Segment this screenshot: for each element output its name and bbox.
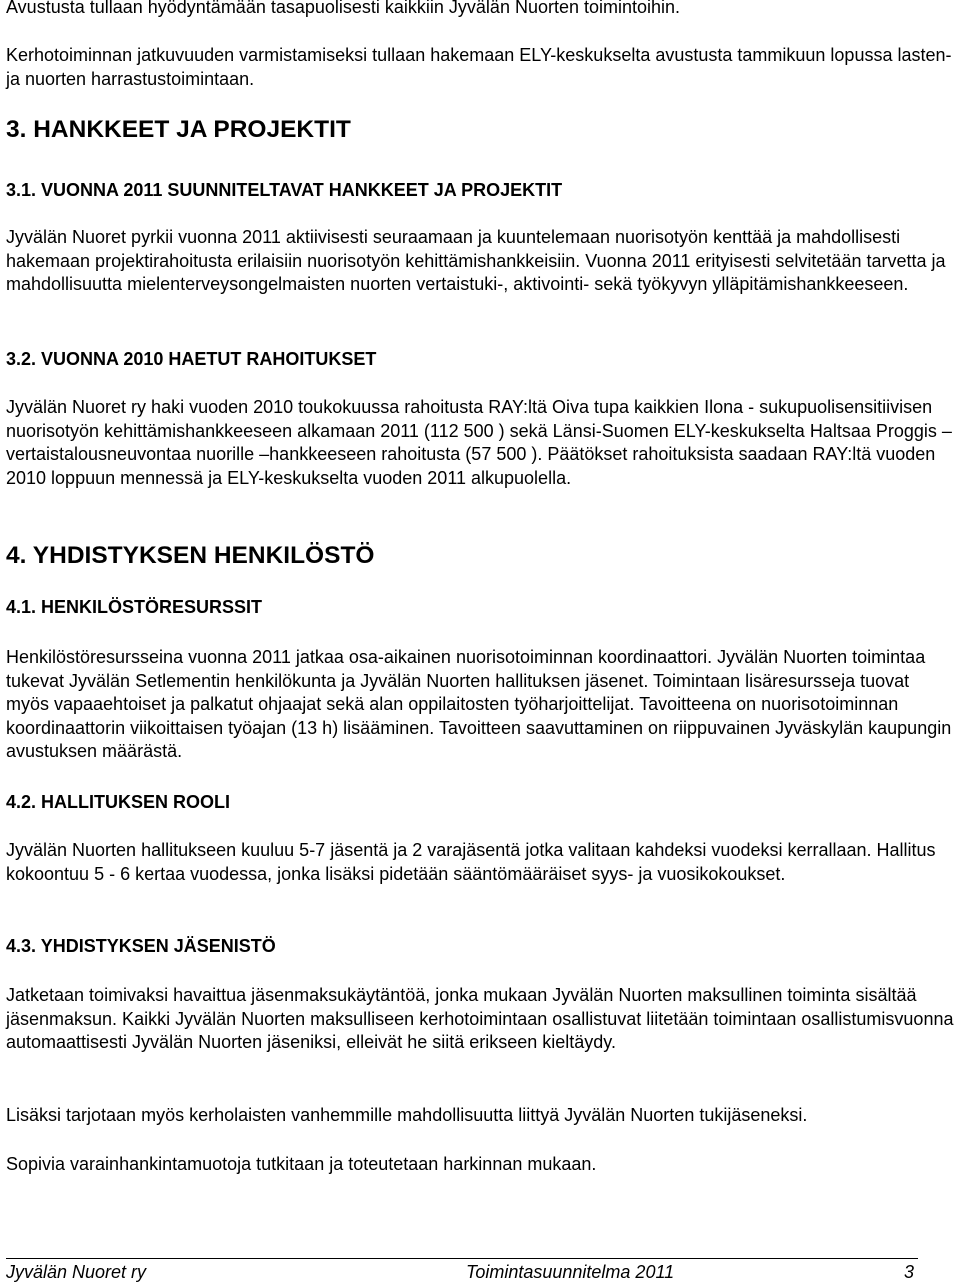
page-footer	[6, 1258, 918, 1283]
paragraph-4-3b: Lisäksi tarjotaan myös kerholaisten vanhemmille mahdollisuutta liittyä Jyvälän Nuorten tukijäseneksi.	[6, 1105, 808, 1125]
paragraph-3-2: Jyvälän Nuoret ry haki vuoden 2010 toukokuussa rahoitusta RAY:ltä Oiva tupa kaikkien Ilona - sukupuolisensitiivisen nuorisotyön kehittämishankkeeseen alkamaan 2011 (112 500 ) sekä Länsi-Suomen ELY-keskukselta Haltsaa Proggis –vertaistalousneuvontaa nuorille –hankkeeseen rahoitusta (57 500 ). Päätökset rahoituksista saadaan RAY:ltä vuoden 2010 loppuun mennessä ja ELY-keskukselta vuoden 2011 alkupuolella.	[6, 397, 952, 488]
subsection-heading-4-3: 4.3. YHDISTYKSEN JÄSENISTÖ	[6, 936, 276, 956]
paragraph-4-2: Jyvälän Nuorten hallitukseen kuuluu 5-7 jäsentä ja 2 varajäsentä jotka valitaan kahdeksi vuodeksi kerrallaan. Hallitus kokoontuu 5 - 6 kertaa vuodessa, jonka lisäksi pidetään sääntömääräiset syys- ja vuosikokoukset.	[6, 840, 936, 884]
paragraph-4-3a: Jatketaan toimivaksi havaittua jäsenmaksukäytäntöä, jonka mukaan Jyvälän Nuorten maksullinen toiminta sisältää jäsenmaksun. Kaikki Jyvälän Nuorten maksulliseen kerhotoimintaan osallistuvat liitetään toimintaan osallistumisvuonna automaattisesti Jyvälän Nuorten jäseniksi, elleivät he siitä erikseen kieltäydy.	[6, 985, 954, 1052]
section-heading-4: 4. YHDISTYKSEN HENKILÖSTÖ	[6, 542, 375, 569]
paragraph-4-1: Henkilöstöresursseina vuonna 2011 jatkaa osa-aikainen nuorisotoiminnan koordinaattori. Jyvälän Nuorten toimintaa tukevat Jyvälän Setlementin henkilökunta ja Jyvälän Nuorten hallituksen jäsenet. Toimintaan lisäresursseja tuovat myös vapaaehtoiset ja palkatut ohjaajat sekä alan oppilaitosten työharjoittelijat. Tavoitteena on nuorisotoiminnan koordinaattorin viikoittaisen työajan (13 h) lisääminen. Tavoitteen saavuttaminen on riippuvainen Jyväskylän kaupungin avustuksen määrästä.	[6, 647, 952, 761]
footer-page-number: 3	[903, 1262, 914, 1282]
subsection-heading-3-1: 3.1. VUONNA 2011 SUUNNITELTAVAT HANKKEET JA PROJEKTIT	[6, 180, 563, 200]
footer-document-title: Toimintasuunnitelma 2011	[466, 1262, 675, 1282]
subsection-heading-4-2: 4.2. HALLITUKSEN ROOLI	[6, 792, 231, 812]
intro-paragraph-1: Avustusta tullaan hyödyntämään tasapuolisesti kaikkiin Jyvälän Nuorten toimintoihin.	[6, 0, 681, 17]
subsection-heading-4-1: 4.1. HENKILÖSTÖRESURSSIT	[6, 597, 263, 617]
section-heading-3: 3. HANKKEET JA PROJEKTIT	[6, 116, 351, 143]
intro-paragraph-2: Kerhotoiminnan jatkuvuuden varmistamiseksi tullaan hakemaan ELY-keskukselta avustusta tammikuun lopussa lasten- ja nuorten harrastustoimintaan.	[6, 45, 952, 89]
paragraph-3-1: Jyvälän Nuoret pyrkii vuonna 2011 aktiivisesti seuraamaan ja kuuntelemaan nuorisotyön kenttää ja mahdollisesti hakemaan projektirahoitusta erilaisiin nuorisotyön kehittämishankkeisiin. Vuonna 2011 erityisesti selvitetään tarvetta ja mahdollisuutta mielenterveysongelmaisten nuorten vertaistuki-, aktivointi- sekä työkyvyn ylläpitämishankkeeseen.	[6, 227, 946, 294]
footer-organization: Jyvälän Nuoret ry	[6, 1262, 147, 1282]
paragraph-4-3c: Sopivia varainhankintamuotoja tutkitaan ja toteutetaan harkinnan mukaan.	[6, 1154, 597, 1174]
subsection-heading-3-2: 3.2. VUONNA 2010 HAETUT RAHOITUKSET	[6, 349, 377, 369]
